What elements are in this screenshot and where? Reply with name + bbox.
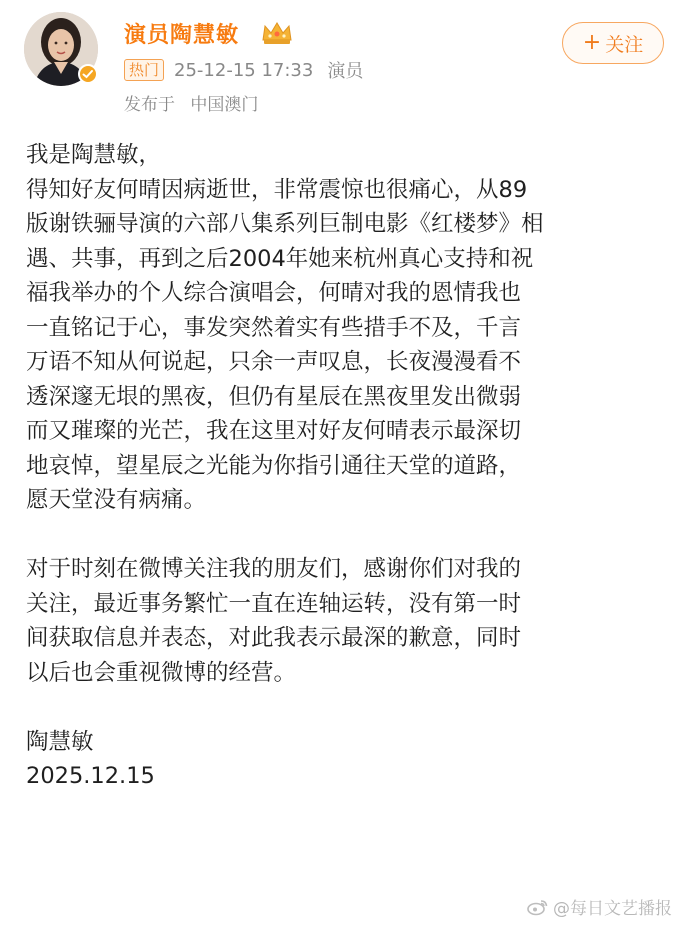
post-line: 我是陶慧敏， xyxy=(26,142,162,168)
crown-icon xyxy=(260,20,294,46)
location-prefix: 发布于 xyxy=(124,95,175,115)
post-line: 地哀悼，望星辰之光能为你指引通往天堂的道路， xyxy=(26,452,522,479)
signature-date: 2025.12.15 xyxy=(26,763,155,789)
post-line: 遇、共事，再到之后2004年她来杭州真心支持和祝 xyxy=(26,245,534,272)
plus-icon: + xyxy=(582,30,602,55)
signature-name: 陶慧敏 xyxy=(26,728,94,755)
follow-label: 关注 xyxy=(605,33,644,56)
user-title: 演员 xyxy=(327,61,364,82)
post-line: 得知好友何晴因病逝世，非常震惊也很痛心，从89 xyxy=(26,176,528,203)
post-location xyxy=(124,90,258,115)
post-content xyxy=(26,138,670,794)
follow-button[interactable] xyxy=(562,22,664,64)
post-line: 愿天堂没有病痛。 xyxy=(26,487,207,513)
post-line: 万语不知从何说起，只余一声叹息，长夜漫漫看不 xyxy=(26,349,522,375)
location-value: 中国澳门 xyxy=(190,95,259,115)
post-line: 版谢铁骊导演的六部八集系列巨制电影《红楼梦》相 xyxy=(26,211,544,237)
paragraph-gap xyxy=(26,518,670,553)
post-line: 关注，最近事务繁忙一直在连轴运转，没有第一时 xyxy=(26,590,522,617)
post-line: 而又璀璨的光芒，我在这里对好友何晴表示最深切 xyxy=(26,418,522,444)
paragraph-gap xyxy=(26,690,670,725)
post-line: 间获取信息并表态，对此我表示最深的歉意，同时 xyxy=(26,625,522,651)
watermark xyxy=(527,894,672,919)
watermark-text: @每日文艺播报 xyxy=(553,899,672,919)
post-line: 对于时刻在微博关注我的朋友们，感谢你们对我的 xyxy=(26,556,522,582)
weibo-logo-icon xyxy=(527,898,549,916)
hot-tag: 热门 xyxy=(124,59,164,81)
post-line: 一直铭记于心，事发突然着实有些措手不及，千言 xyxy=(26,314,522,341)
user-name[interactable]: 演员陶慧敏 xyxy=(124,23,240,48)
verified-badge-icon xyxy=(78,64,98,84)
post-timestamp: 25-12-15 17:33 xyxy=(174,59,314,81)
post-header xyxy=(0,0,690,120)
post-line: 福我举办的个人综合演唱会，何晴对我的恩情我也 xyxy=(26,280,522,306)
post-line: 透深邃无垠的黑夜，但仍有星辰在黑夜里发出微弱 xyxy=(26,383,522,410)
post-line: 以后也会重视微博的经营。 xyxy=(26,659,297,686)
post-meta xyxy=(124,58,363,82)
